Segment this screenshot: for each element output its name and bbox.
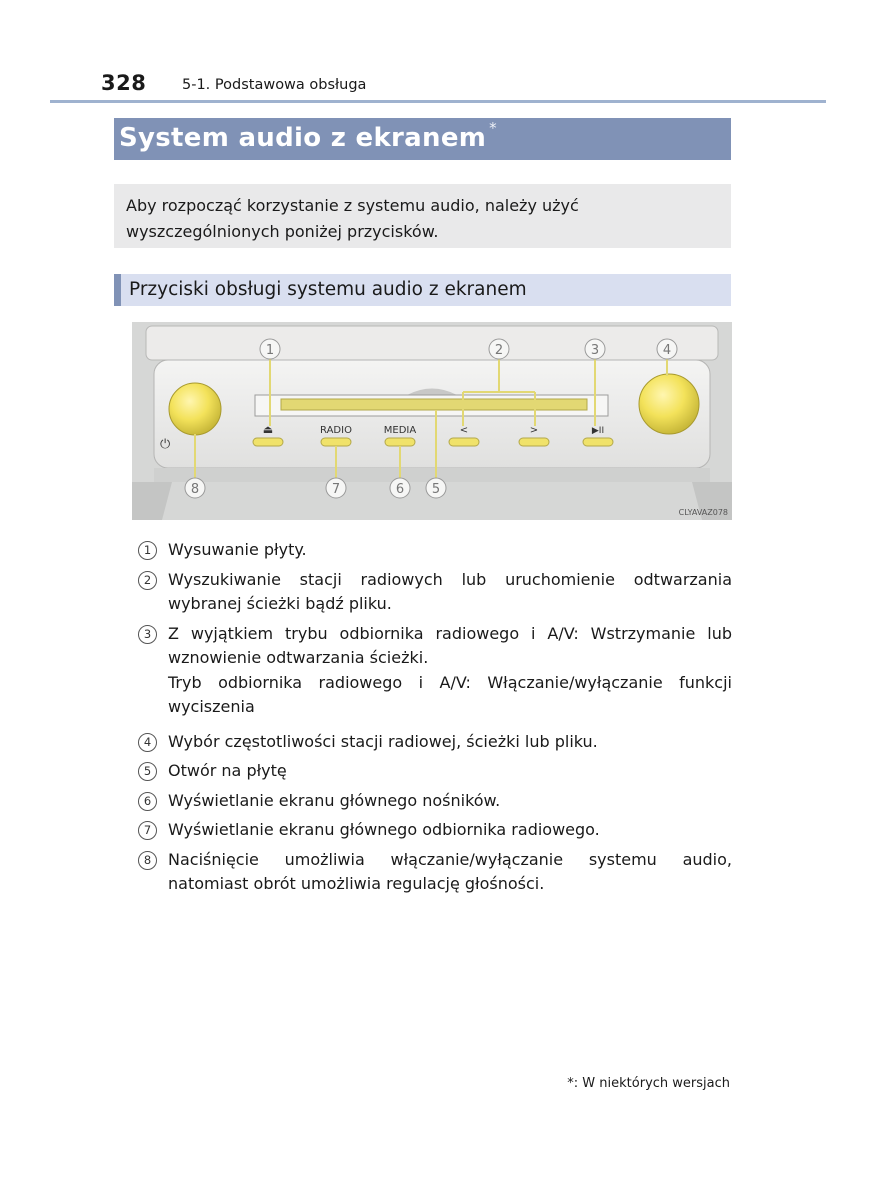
list-item: [138, 759, 732, 784]
item-text: Z wyjątkiem trybu odbiornika radiowego i A/V: Wstrzymanie lub wznowienie odtwarzania ścieżki.: [168, 623, 732, 667]
callout-3: 3: [590, 343, 600, 358]
item-text: Wyszukiwanie stacji radiowych lub uruchomienie odtwarzania wybranej ścieżki bądź pliku.: [168, 569, 732, 613]
image-code: CLYAVAZ078: [678, 508, 728, 517]
list-item: [138, 818, 732, 843]
item-number: 2: [138, 571, 157, 590]
eject-symbol: ⏏: [262, 423, 274, 436]
item-text-secondary: Tryb odbiornika radiowego i A/V: Włączanie/wyłączanie funkcji wyciszenia: [168, 672, 732, 716]
item-text: Wysuwanie płyty.: [168, 540, 307, 559]
callout-7: 7: [331, 482, 341, 497]
item-number: 4: [138, 733, 157, 752]
item-text: Wyświetlanie ekranu głównego nośników.: [168, 790, 501, 810]
power-icon: ⏻: [160, 437, 171, 452]
play-pause-button: [583, 438, 613, 446]
subsection-bar: [114, 274, 731, 306]
prev-button: [449, 438, 479, 446]
page-number: 328: [101, 71, 147, 95]
section-title-text: System audio z ekranem: [119, 123, 487, 153]
section-title-bar: [114, 118, 731, 160]
list-item: [138, 568, 732, 617]
radio-label: RADIO: [320, 425, 352, 436]
callout-8: 8: [190, 482, 200, 497]
subsection-accent: [114, 274, 121, 306]
list-item: [138, 730, 732, 755]
header-rule: [50, 100, 826, 103]
eject-button: [253, 438, 283, 446]
item-number: 6: [138, 792, 157, 811]
item-text: Otwór na płytę: [168, 761, 287, 780]
running-header: 5-1. Podstawowa obsługa: [182, 77, 367, 93]
item-text: Naciśnięcie umożliwia włączanie/wyłączanie systemu audio, natomiast obrót umożliwia regulację głośności.: [168, 849, 732, 893]
section-title: [119, 119, 497, 153]
item-number: 3: [138, 625, 157, 644]
intro-text: Aby rozpocząć korzystanie z systemu audio, należy użyć wyszczególnionych poniżej przycisków.: [126, 196, 579, 241]
subsection-title: Przyciski obsługi systemu audio z ekranem: [129, 279, 527, 300]
media-label: MEDIA: [383, 425, 417, 436]
item-number: 1: [138, 541, 157, 560]
list-item: [138, 538, 732, 563]
list-item: [138, 622, 732, 720]
prev-symbol: <: [459, 425, 469, 436]
item-text: Wybór częstotliwości stacji radiowej, ścieżki lub pliku.: [168, 731, 598, 751]
callout-5: 5: [431, 482, 441, 497]
footnote: *: W niektórych wersjach: [567, 1076, 730, 1091]
callout-6: 6: [395, 482, 405, 497]
legend-list: [138, 538, 732, 902]
callout-1: 1: [265, 343, 275, 358]
intro-box: [114, 184, 731, 248]
audio-panel-illustration: [132, 322, 732, 520]
callout-4: 4: [662, 343, 672, 358]
list-item: [138, 848, 732, 897]
callout-2: 2: [494, 343, 504, 358]
radio-button: [321, 438, 351, 446]
title-footnote-marker: *: [489, 119, 497, 137]
next-symbol: >: [529, 425, 539, 436]
item-number: 7: [138, 821, 157, 840]
item-number: 8: [138, 851, 157, 870]
play-pause-symbol: ▶II: [591, 426, 605, 436]
item-number: 5: [138, 762, 157, 781]
audio-panel-figure: [132, 322, 732, 520]
list-item: [138, 789, 732, 814]
media-button: [385, 438, 415, 446]
item-text: Wyświetlanie ekranu głównego odbiornika radiowego.: [168, 820, 600, 839]
next-button: [519, 438, 549, 446]
